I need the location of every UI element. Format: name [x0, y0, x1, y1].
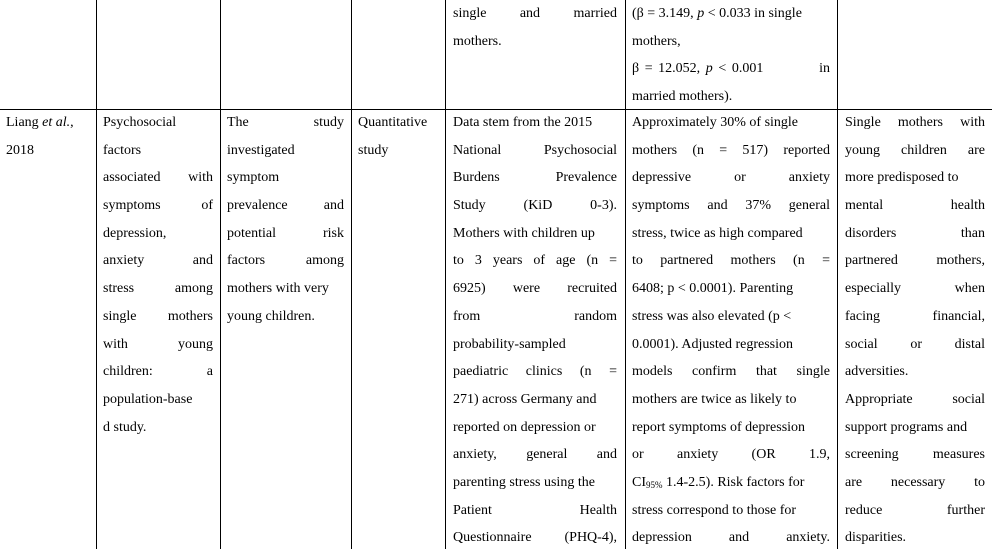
text-line: young children are	[845, 142, 985, 158]
text-line: single and married	[453, 6, 617, 21]
ci-subscript: 95%	[646, 479, 663, 490]
text-line: stress, twice as high compared	[632, 225, 803, 241]
text-line: symptoms of	[103, 198, 213, 214]
text-line: to 3 years of age (n =	[453, 253, 617, 269]
text-line: children: a	[103, 364, 213, 380]
text-line: (β = 3.149, p < 0.033 in single	[632, 6, 802, 21]
text-line: young children.	[227, 308, 315, 324]
text-line: 6408; p < 0.0001). Parenting	[632, 281, 794, 297]
text-line: Patient Health	[453, 502, 617, 518]
text-line: stress among	[103, 281, 213, 297]
text-line: with young	[103, 336, 213, 352]
results-cell	[632, 109, 830, 552]
conclusion-cell	[845, 109, 985, 552]
text-line: Single mothers with	[845, 115, 985, 130]
text-line: population-base	[103, 391, 193, 407]
text-line: anxiety and	[103, 253, 213, 269]
title-cell	[103, 109, 213, 441]
methods-cell	[453, 109, 617, 552]
author-cell	[6, 109, 90, 164]
text-line: mothers with very	[227, 281, 329, 297]
table-border	[220, 0, 221, 549]
text-line: more predisposed to	[845, 170, 959, 186]
text-line: Data stem from the 2015	[453, 115, 593, 130]
text-line: disparities.	[845, 530, 907, 546]
text-line: 2018	[6, 142, 34, 158]
results-cell-prev	[632, 0, 830, 111]
text-line: from random	[453, 308, 617, 324]
text-line: report symptoms of depression	[632, 419, 806, 435]
aim-cell	[227, 109, 344, 331]
text-line: β = 12.052, p < 0.001 in	[632, 61, 830, 77]
text-line: mental health	[845, 198, 985, 214]
table-border	[351, 0, 352, 549]
table-border	[625, 0, 626, 549]
text-line: factors	[103, 142, 142, 158]
text-line: potential risk	[227, 225, 344, 241]
text-line: adversities.	[845, 364, 909, 380]
text-line: depression,	[103, 225, 167, 241]
text-line: models confirm that single	[632, 364, 830, 380]
text-line: factors among	[227, 253, 344, 269]
text-line: National Psychosocial	[453, 142, 617, 158]
text-line: are necessary to	[845, 474, 985, 490]
text-line: Mothers with children up	[453, 225, 595, 241]
text-line: especially when	[845, 281, 985, 297]
table-border	[96, 0, 97, 549]
text-line: reduce further	[845, 502, 985, 518]
text-line: disorders than	[845, 225, 985, 241]
text-line	[632, 469, 830, 497]
text-line: symptom	[227, 170, 280, 186]
text-line: depression and anxiety.	[632, 530, 830, 546]
design-cell	[358, 109, 440, 164]
text-line: Appropriate social	[845, 391, 985, 407]
text-line: symptoms and 37% general	[632, 198, 830, 214]
text-line: married mothers).	[632, 89, 733, 105]
ci-value: 1.4-2.5). Risk factors for	[662, 474, 805, 490]
text-line: Psychosocial	[103, 115, 177, 130]
text-line: partnered mothers,	[845, 253, 985, 269]
methods-cell-prev	[453, 0, 617, 55]
text-line: single mothers	[103, 308, 213, 324]
text-line: 0.0001). Adjusted regression	[632, 336, 793, 352]
text-line: The study	[227, 115, 344, 130]
text-line: d study.	[103, 419, 147, 435]
text-line: Burdens Prevalence	[453, 170, 617, 186]
text-line: mothers (n = 517) reported	[632, 142, 830, 158]
text-line: support programs and	[845, 419, 968, 435]
text-line: Study (KiD 0-3).	[453, 198, 617, 214]
text-line: Liang et al.,	[6, 115, 74, 130]
text-line: parenting stress using the	[453, 474, 595, 490]
text-line: anxiety, general and	[453, 447, 617, 463]
table-border	[445, 0, 446, 549]
text-line: study	[358, 142, 389, 158]
text-line: mothers,	[632, 33, 681, 49]
text-line: Approximately 30% of single	[632, 115, 799, 130]
text-line: to partnered mothers (n =	[632, 253, 830, 269]
text-line: 6925) were recruited	[453, 281, 617, 297]
text-line: or anxiety (OR 1.9,	[632, 447, 830, 463]
text-line: investigated	[227, 142, 295, 158]
text-line: screening measures	[845, 447, 985, 463]
text-line: facing financial,	[845, 308, 985, 324]
text-line: stress correspond to those for	[632, 502, 797, 518]
text-line: mothers.	[453, 33, 502, 49]
text-line: Questionnaire (PHQ-4),	[453, 530, 617, 546]
text-line: Quantitative	[358, 115, 428, 130]
text-line: prevalence and	[227, 198, 344, 214]
table-border	[837, 0, 838, 549]
text-line: paediatric clinics (n =	[453, 364, 617, 380]
text-line: depressive or anxiety	[632, 170, 830, 186]
text-line: stress was also elevated (p <	[632, 308, 792, 324]
ci-label: CI	[632, 474, 646, 490]
text-line: associated with	[103, 170, 213, 186]
text-line: probability-sampled	[453, 336, 566, 352]
text-line: reported on depression or	[453, 419, 596, 435]
text-line: 271) across Germany and	[453, 391, 597, 407]
text-line: social or distal	[845, 336, 985, 352]
text-line: mothers are twice as likely to	[632, 391, 797, 407]
